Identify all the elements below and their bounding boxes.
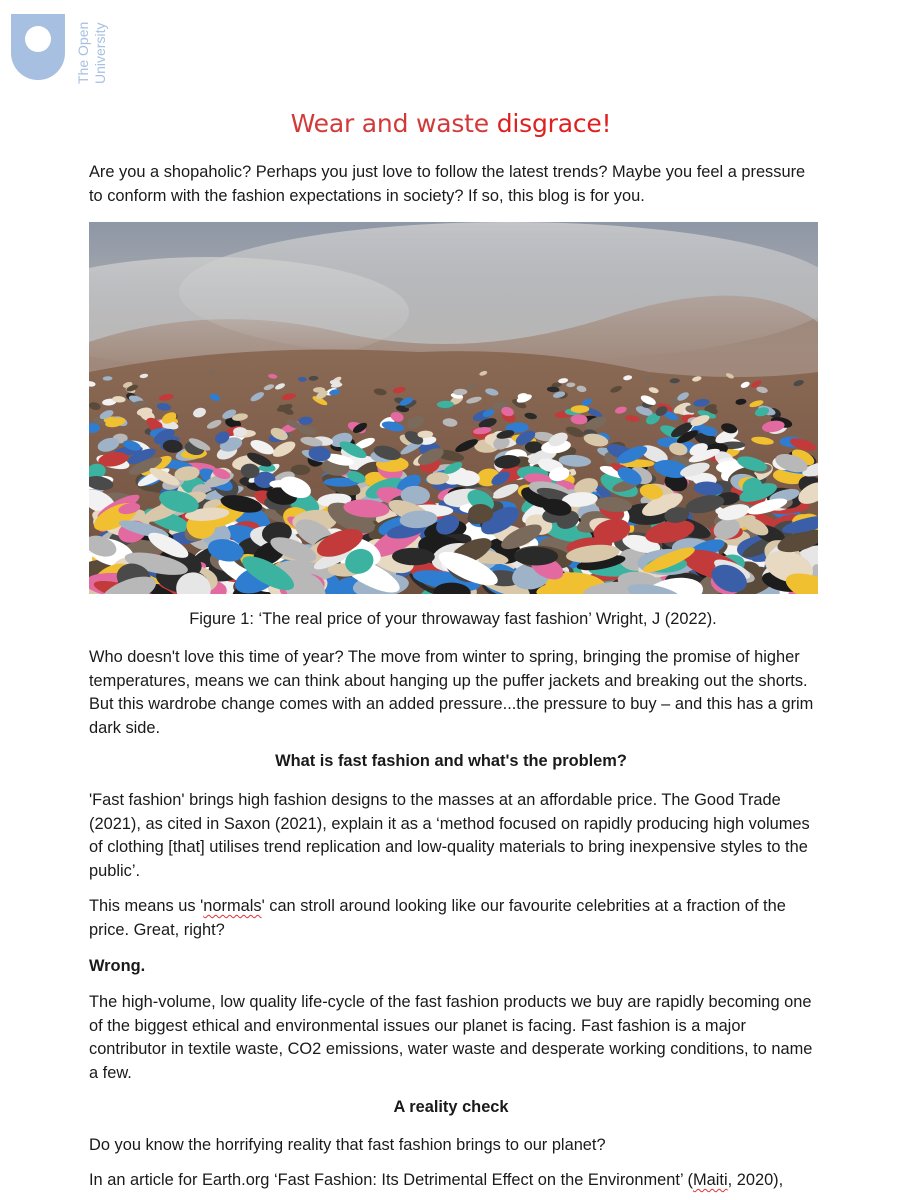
intro-paragraph: Are you a shopaholic? Perhaps you just love to follow the latest trends? Maybe you feel a pressure to conform with the fashion expectations in society? If so, this blog is for you. bbox=[89, 163, 806, 205]
spellcheck-word-maiti: Maiti bbox=[693, 1171, 728, 1189]
clothing-scrap bbox=[514, 547, 558, 565]
paragraph-6 bbox=[89, 1169, 814, 1193]
title-part-1: Wear and waste bbox=[290, 108, 497, 138]
page-title bbox=[0, 109, 902, 138]
clothing-landfill-photo bbox=[89, 222, 818, 594]
p6-after: , 2020), bbox=[727, 1171, 784, 1189]
p3-before: This means us ' bbox=[89, 897, 204, 915]
wrong-label: Wrong. bbox=[89, 957, 146, 975]
heading-fast-fashion: What is fast fashion and what's the problem? bbox=[275, 752, 627, 770]
heading-reality-check: A reality check bbox=[393, 1098, 509, 1116]
logo-line-2: University bbox=[92, 22, 108, 84]
paragraph-2: 'Fast fashion' brings high fashion designs to the masses at an affordable price. The Good Trade (2021), as cited in Saxon (2021), explain it as a ‘method focused on rapidly producing high volumes of clothing [that] utilises trend replication and low-quality materials to bring inexpensive styles to the public’. bbox=[89, 791, 810, 880]
shield-logo-icon bbox=[9, 12, 69, 84]
logo-wordmark bbox=[76, 6, 116, 86]
p3-after: ' can stroll around looking like our favourite celebrities at a fraction of the price. Great, right? bbox=[89, 897, 786, 939]
title-part-2: disgrace! bbox=[496, 108, 612, 138]
logo-line-1: The Open bbox=[76, 21, 91, 84]
paragraph-4: The high-volume, low quality life-cycle of the fast fashion products we buy are rapidly becoming one of the biggest ethical and environmental issues our planet is facing. Fast fashion is a major contributor in textile waste, CO2 emissions, water waste and desperate working conditions, to name a few. bbox=[89, 993, 813, 1082]
p6-before: In an article for Earth.org ‘Fast Fashion: Its Detrimental Effect on the Environment’ ( bbox=[89, 1171, 693, 1189]
spellcheck-word-normals: normals bbox=[203, 897, 262, 915]
paragraph-3 bbox=[89, 895, 814, 942]
paragraph-5: Do you know the horrifying reality that fast fashion brings to our planet? bbox=[89, 1136, 606, 1154]
figure-caption: Figure 1: ‘The real price of your throwaway fast fashion’ Wright, J (2022). bbox=[189, 610, 717, 628]
paragraph-1: Who doesn't love this time of year? The move from winter to spring, bringing the promise of higher temperatures, means we can think about hanging up the puffer jackets and breaking out the shorts. But this wardrobe change comes with an added pressure...the pressure to buy – and this has a grim dark side. bbox=[89, 648, 814, 737]
